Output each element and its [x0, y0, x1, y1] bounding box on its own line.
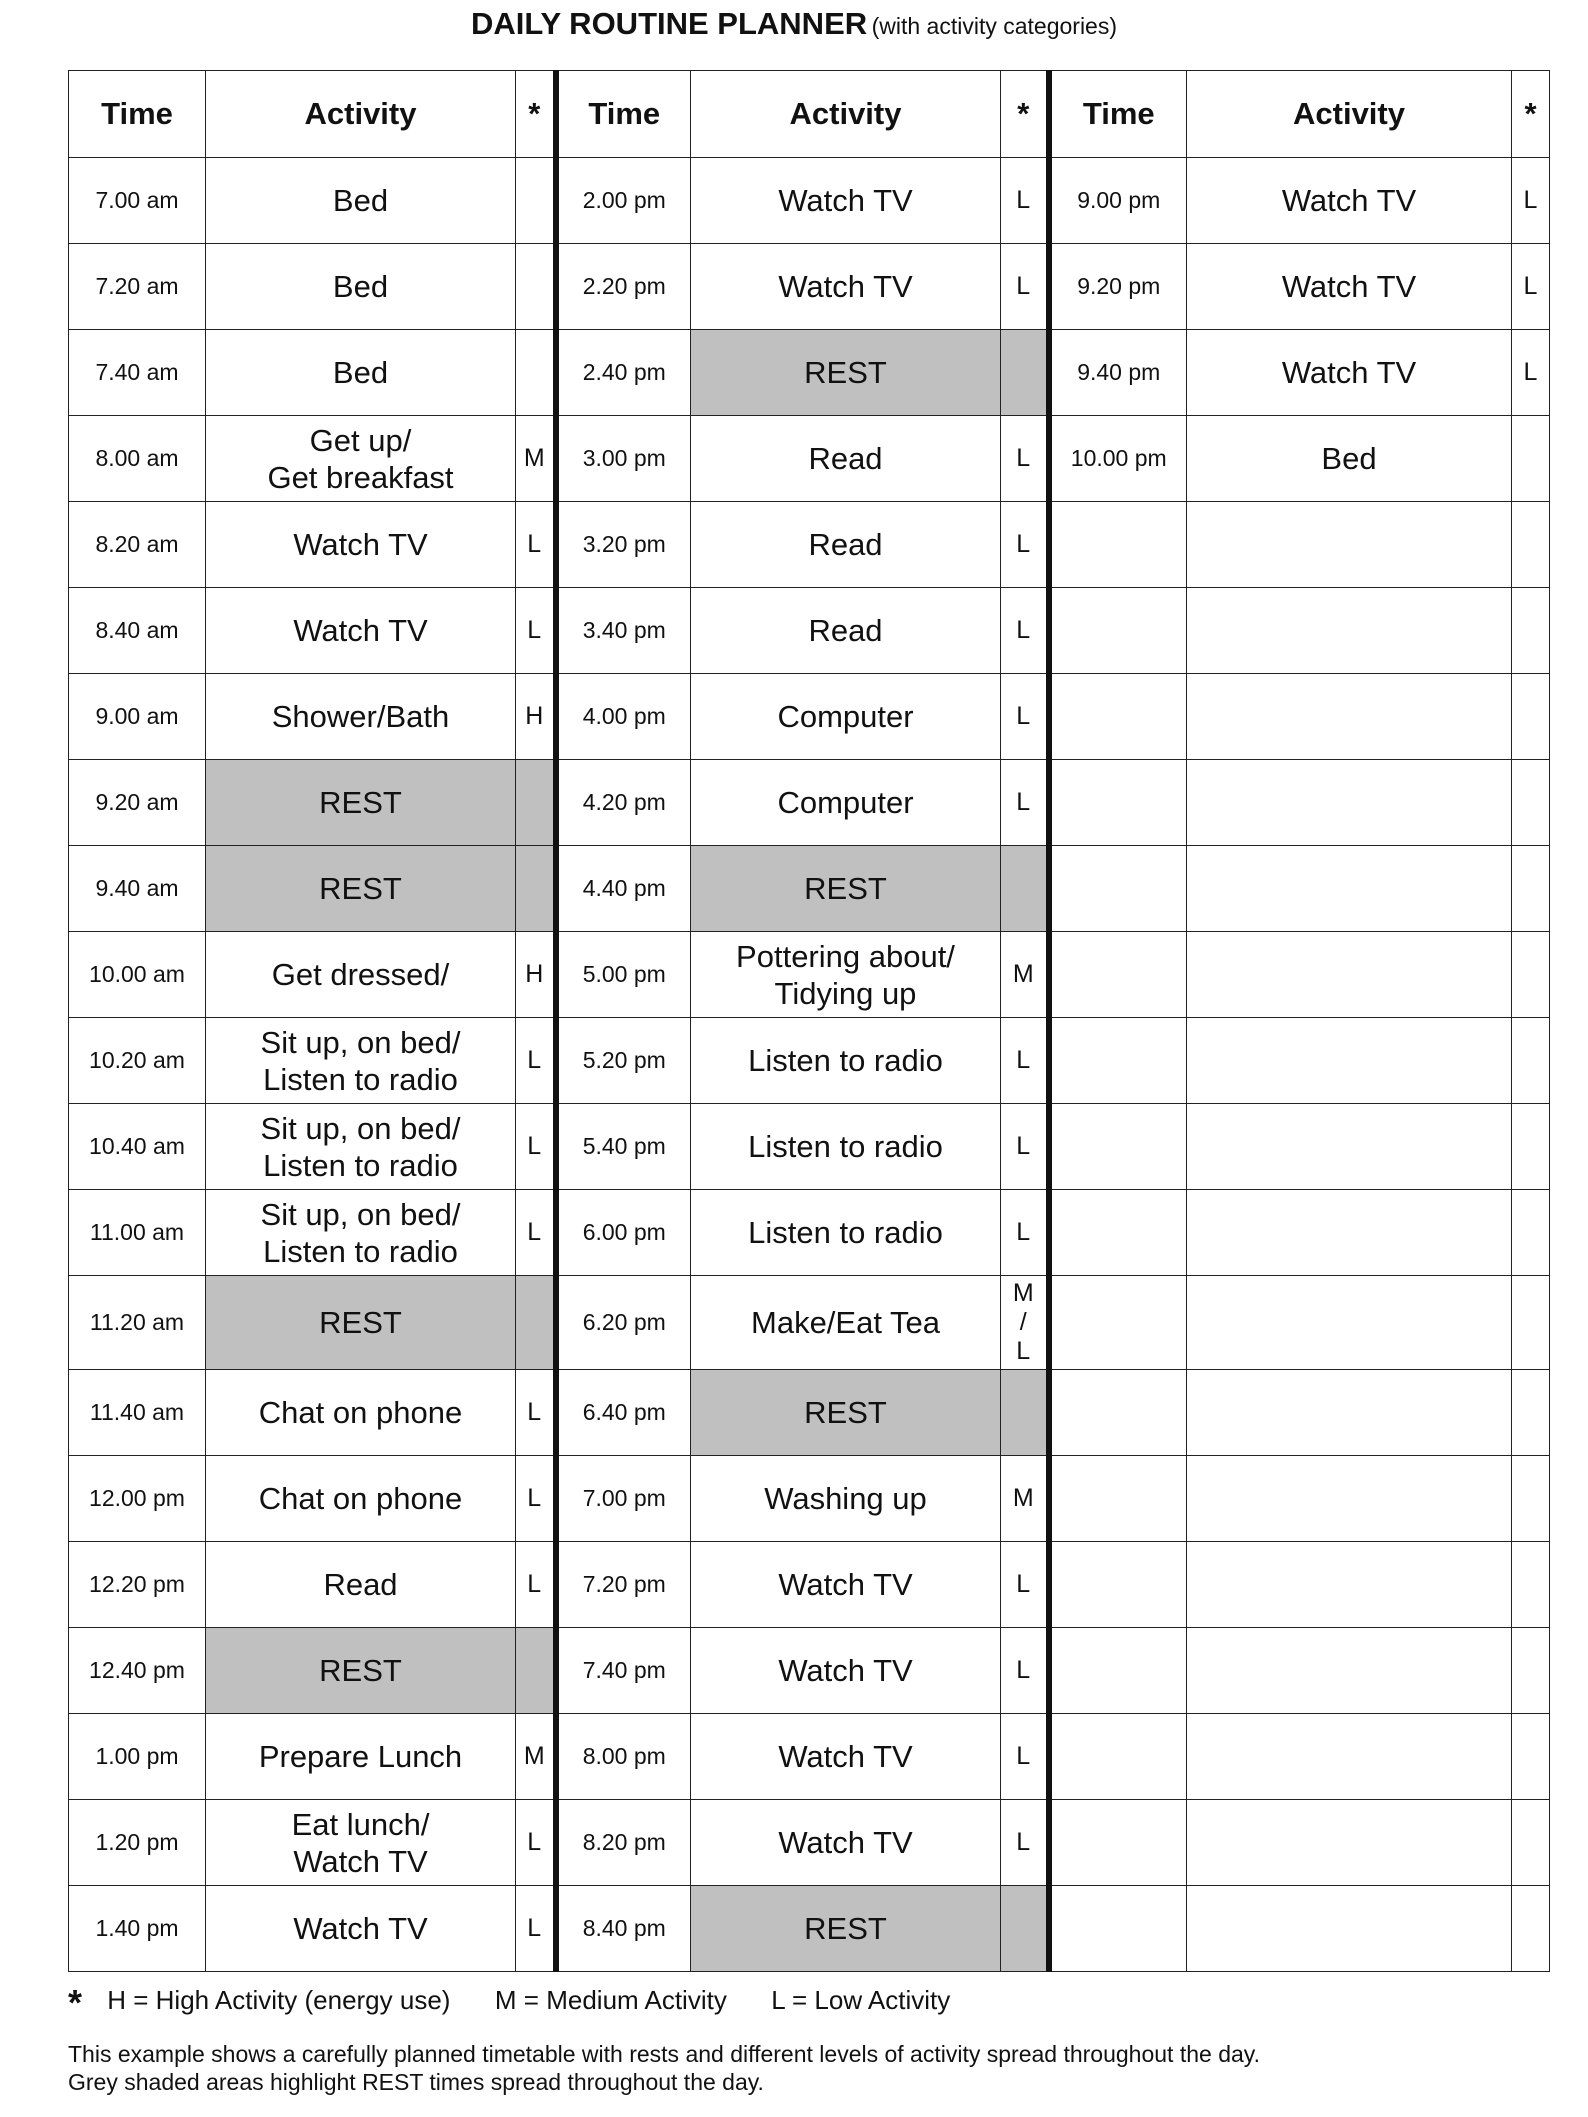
time-cell: 2.40 pm	[556, 330, 691, 416]
time-cell: 9.20 pm	[1049, 244, 1187, 330]
time-cell: 8.40 am	[69, 588, 206, 674]
legend-star: *	[68, 1982, 83, 2023]
activity-cell	[1187, 760, 1512, 846]
category-cell	[1512, 588, 1550, 674]
category-cell	[516, 846, 556, 932]
table-row	[69, 1018, 1550, 1104]
rest-activity-cell: REST	[691, 1370, 1001, 1456]
header-category: *	[1001, 71, 1049, 158]
time-cell	[1049, 1276, 1187, 1370]
activity-cell: Bed	[206, 330, 516, 416]
rest-activity-cell: REST	[206, 760, 516, 846]
time-cell: 8.00 am	[69, 416, 206, 502]
rest-activity-cell: REST	[691, 846, 1001, 932]
activity-cell	[1187, 674, 1512, 760]
activity-cell: Listen to radio	[691, 1190, 1001, 1276]
time-cell: 7.00 pm	[556, 1456, 691, 1542]
category-cell	[516, 1276, 556, 1370]
category-cell: M	[1001, 1456, 1049, 1542]
activity-cell	[1187, 1190, 1512, 1276]
table-row	[69, 1104, 1550, 1190]
category-cell	[1001, 1370, 1049, 1456]
activity-cell: Watch TV	[691, 244, 1001, 330]
category-cell	[516, 158, 556, 244]
category-cell	[1512, 1542, 1550, 1628]
category-cell: L	[516, 1190, 556, 1276]
activity-cell: Bed	[1187, 416, 1512, 502]
activity-cell: Pottering about/ Tidying up	[691, 932, 1001, 1018]
time-cell: 2.00 pm	[556, 158, 691, 244]
time-cell: 6.00 pm	[556, 1190, 691, 1276]
category-cell	[1512, 846, 1550, 932]
category-cell: L	[516, 502, 556, 588]
time-cell: 1.20 pm	[69, 1800, 206, 1886]
time-cell	[1049, 1714, 1187, 1800]
time-cell	[1049, 846, 1187, 932]
activity-cell: Get up/ Get breakfast	[206, 416, 516, 502]
time-cell: 9.20 am	[69, 760, 206, 846]
legend	[68, 1976, 951, 2023]
time-cell: 6.40 pm	[556, 1370, 691, 1456]
category-cell	[1512, 674, 1550, 760]
time-cell: 11.20 am	[69, 1276, 206, 1370]
category-cell: L	[1512, 330, 1550, 416]
category-cell: M	[516, 1714, 556, 1800]
activity-cell	[1187, 1542, 1512, 1628]
time-cell: 5.00 pm	[556, 932, 691, 1018]
category-cell: M	[1001, 932, 1049, 1018]
time-cell: 9.40 am	[69, 846, 206, 932]
category-cell	[1512, 1276, 1550, 1370]
activity-cell: Watch TV	[1187, 158, 1512, 244]
time-cell: 2.20 pm	[556, 244, 691, 330]
table-row	[69, 416, 1550, 502]
category-cell: L	[516, 1104, 556, 1190]
category-cell: L	[1001, 1714, 1049, 1800]
table-row	[69, 330, 1550, 416]
category-cell	[516, 244, 556, 330]
activity-cell: Watch TV	[691, 1542, 1001, 1628]
category-cell: L	[1512, 158, 1550, 244]
activity-cell: Bed	[206, 158, 516, 244]
activity-cell: Computer	[691, 760, 1001, 846]
table-row	[69, 1628, 1550, 1714]
category-cell	[516, 330, 556, 416]
time-cell: 10.20 am	[69, 1018, 206, 1104]
table-row	[69, 674, 1550, 760]
time-cell: 7.00 am	[69, 158, 206, 244]
header-activity: Activity	[206, 71, 516, 158]
category-cell: L	[516, 1018, 556, 1104]
table-row	[69, 1370, 1550, 1456]
time-cell: 8.40 pm	[556, 1886, 691, 1972]
time-cell: 7.40 am	[69, 330, 206, 416]
category-cell	[1512, 1018, 1550, 1104]
activity-cell: Watch TV	[206, 588, 516, 674]
table-row	[69, 1542, 1550, 1628]
activity-cell	[1187, 1456, 1512, 1542]
category-cell: L	[516, 1370, 556, 1456]
category-cell: L	[1001, 158, 1049, 244]
activity-cell	[1187, 1018, 1512, 1104]
activity-cell: Make/Eat Tea	[691, 1276, 1001, 1370]
category-cell	[516, 1628, 556, 1714]
time-cell: 7.20 am	[69, 244, 206, 330]
legend-low: L = Low Activity	[771, 1985, 951, 2015]
table-row	[69, 1800, 1550, 1886]
time-cell: 6.20 pm	[556, 1276, 691, 1370]
table-row	[69, 1456, 1550, 1542]
activity-cell	[1187, 1276, 1512, 1370]
time-cell: 4.40 pm	[556, 846, 691, 932]
time-cell	[1049, 1370, 1187, 1456]
activity-cell: Computer	[691, 674, 1001, 760]
activity-cell	[1187, 1370, 1512, 1456]
rest-activity-cell: REST	[691, 330, 1001, 416]
time-cell: 10.00 pm	[1049, 416, 1187, 502]
time-cell: 11.00 am	[69, 1190, 206, 1276]
table-row	[69, 760, 1550, 846]
time-cell: 5.20 pm	[556, 1018, 691, 1104]
category-cell: L	[1001, 588, 1049, 674]
activity-cell: Eat lunch/ Watch TV	[206, 1800, 516, 1886]
activity-cell: Watch TV	[206, 502, 516, 588]
time-cell	[1049, 1886, 1187, 1972]
category-cell: H	[516, 674, 556, 760]
time-cell	[1049, 1628, 1187, 1714]
table-row	[69, 846, 1550, 932]
activity-cell	[1187, 846, 1512, 932]
category-cell: L	[516, 1456, 556, 1542]
rest-activity-cell: REST	[206, 1628, 516, 1714]
activity-cell	[1187, 1714, 1512, 1800]
time-cell: 3.40 pm	[556, 588, 691, 674]
time-cell: 7.20 pm	[556, 1542, 691, 1628]
table-row	[69, 1886, 1550, 1972]
category-cell	[1512, 1800, 1550, 1886]
footnote-line: Grey shaded areas highlight REST times spread throughout the day.	[68, 2069, 764, 2095]
category-cell: L	[1001, 674, 1049, 760]
category-cell: M / L	[1001, 1276, 1049, 1370]
header-category: *	[1512, 71, 1550, 158]
activity-cell: Chat on phone	[206, 1456, 516, 1542]
rest-activity-cell: REST	[691, 1886, 1001, 1972]
time-cell	[1049, 1018, 1187, 1104]
category-cell	[1512, 1886, 1550, 1972]
time-cell: 12.40 pm	[69, 1628, 206, 1714]
time-cell: 8.20 pm	[556, 1800, 691, 1886]
table-row	[69, 502, 1550, 588]
time-cell: 12.00 pm	[69, 1456, 206, 1542]
time-cell: 10.40 am	[69, 1104, 206, 1190]
routine-table	[68, 70, 1550, 1972]
category-cell: H	[516, 932, 556, 1018]
time-cell	[1049, 1800, 1187, 1886]
header-activity: Activity	[1187, 71, 1512, 158]
category-cell: L	[1001, 760, 1049, 846]
category-cell	[1512, 1714, 1550, 1800]
footnote-line: This example shows a carefully planned timetable with rests and different levels of activity spread throughout the day.	[68, 2041, 1260, 2067]
activity-cell: Listen to radio	[691, 1018, 1001, 1104]
activity-cell: Sit up, on bed/ Listen to radio	[206, 1018, 516, 1104]
category-cell: L	[516, 1886, 556, 1972]
activity-cell: Prepare Lunch	[206, 1714, 516, 1800]
header-category: *	[516, 71, 556, 158]
header-activity: Activity	[691, 71, 1001, 158]
time-cell: 7.40 pm	[556, 1628, 691, 1714]
table-row	[69, 244, 1550, 330]
activity-cell: Read	[206, 1542, 516, 1628]
time-cell: 1.00 pm	[69, 1714, 206, 1800]
time-cell: 1.40 pm	[69, 1886, 206, 1972]
activity-cell	[1187, 1800, 1512, 1886]
header-time: Time	[1049, 71, 1187, 158]
activity-cell: Watch TV	[691, 1628, 1001, 1714]
category-cell	[1512, 1104, 1550, 1190]
time-cell: 12.20 pm	[69, 1542, 206, 1628]
category-cell	[1512, 416, 1550, 502]
category-cell	[1512, 932, 1550, 1018]
time-cell: 8.20 am	[69, 502, 206, 588]
table-row	[69, 1190, 1550, 1276]
time-cell: 3.00 pm	[556, 416, 691, 502]
activity-cell: Watch TV	[691, 158, 1001, 244]
table-row	[69, 588, 1550, 674]
category-cell: L	[1001, 1104, 1049, 1190]
category-cell	[516, 760, 556, 846]
activity-cell: Watch TV	[206, 1886, 516, 1972]
time-cell	[1049, 1542, 1187, 1628]
category-cell	[1001, 846, 1049, 932]
activity-cell: Watch TV	[691, 1714, 1001, 1800]
activity-cell: Read	[691, 502, 1001, 588]
time-cell	[1049, 502, 1187, 588]
category-cell: L	[1001, 1542, 1049, 1628]
time-cell	[1049, 760, 1187, 846]
time-cell: 9.00 pm	[1049, 158, 1187, 244]
activity-cell: Washing up	[691, 1456, 1001, 1542]
time-cell: 4.00 pm	[556, 674, 691, 760]
category-cell: M	[516, 416, 556, 502]
activity-cell	[1187, 1628, 1512, 1714]
activity-cell: Shower/Bath	[206, 674, 516, 760]
activity-cell: Watch TV	[1187, 244, 1512, 330]
activity-cell: Watch TV	[1187, 330, 1512, 416]
table-row	[69, 158, 1550, 244]
category-cell: L	[1001, 502, 1049, 588]
activity-cell: Watch TV	[691, 1800, 1001, 1886]
time-cell: 9.00 am	[69, 674, 206, 760]
activity-cell	[1187, 1104, 1512, 1190]
activity-cell: Read	[691, 588, 1001, 674]
table-body	[69, 158, 1550, 1972]
activity-cell: Listen to radio	[691, 1104, 1001, 1190]
footnote	[68, 2040, 1260, 2096]
activity-cell: Sit up, on bed/ Listen to radio	[206, 1104, 516, 1190]
title-subtitle: (with activity categories)	[871, 13, 1118, 39]
rest-activity-cell: REST	[206, 1276, 516, 1370]
activity-cell: Get dressed/	[206, 932, 516, 1018]
category-cell	[1001, 330, 1049, 416]
category-cell: L	[1001, 1018, 1049, 1104]
activity-cell	[1187, 1886, 1512, 1972]
time-cell: 5.40 pm	[556, 1104, 691, 1190]
activity-cell	[1187, 502, 1512, 588]
page-title	[0, 6, 1588, 42]
time-cell	[1049, 1456, 1187, 1542]
activity-cell	[1187, 932, 1512, 1018]
time-cell	[1049, 674, 1187, 760]
category-cell: L	[516, 1542, 556, 1628]
time-cell: 8.00 pm	[556, 1714, 691, 1800]
time-cell: 4.20 pm	[556, 760, 691, 846]
rest-activity-cell: REST	[206, 846, 516, 932]
time-cell: 10.00 am	[69, 932, 206, 1018]
category-cell: L	[516, 588, 556, 674]
legend-medium: M = Medium Activity	[494, 1985, 727, 2015]
category-cell	[1512, 502, 1550, 588]
header-time: Time	[556, 71, 691, 158]
activity-cell	[1187, 588, 1512, 674]
time-cell: 11.40 am	[69, 1370, 206, 1456]
category-cell	[1512, 1628, 1550, 1714]
activity-cell: Sit up, on bed/ Listen to radio	[206, 1190, 516, 1276]
table-row	[69, 1276, 1550, 1370]
title-main: DAILY ROUTINE PLANNER	[470, 6, 868, 41]
time-cell: 3.20 pm	[556, 502, 691, 588]
header-time: Time	[69, 71, 206, 158]
category-cell	[1001, 1886, 1049, 1972]
category-cell: L	[1001, 244, 1049, 330]
category-cell	[1512, 1370, 1550, 1456]
category-cell	[1512, 1190, 1550, 1276]
category-cell: L	[516, 1800, 556, 1886]
category-cell: L	[1512, 244, 1550, 330]
activity-cell: Bed	[206, 244, 516, 330]
header-row	[69, 71, 1550, 158]
activity-cell: Chat on phone	[206, 1370, 516, 1456]
category-cell: L	[1001, 1628, 1049, 1714]
time-cell	[1049, 932, 1187, 1018]
time-cell	[1049, 1104, 1187, 1190]
legend-high: H = High Activity (energy use)	[107, 1985, 451, 2015]
table-row	[69, 1714, 1550, 1800]
category-cell	[1512, 760, 1550, 846]
activity-cell: Read	[691, 416, 1001, 502]
table-row	[69, 932, 1550, 1018]
category-cell: L	[1001, 1800, 1049, 1886]
category-cell	[1512, 1456, 1550, 1542]
time-cell	[1049, 1190, 1187, 1276]
time-cell: 9.40 pm	[1049, 330, 1187, 416]
category-cell: L	[1001, 416, 1049, 502]
time-cell	[1049, 588, 1187, 674]
category-cell: L	[1001, 1190, 1049, 1276]
